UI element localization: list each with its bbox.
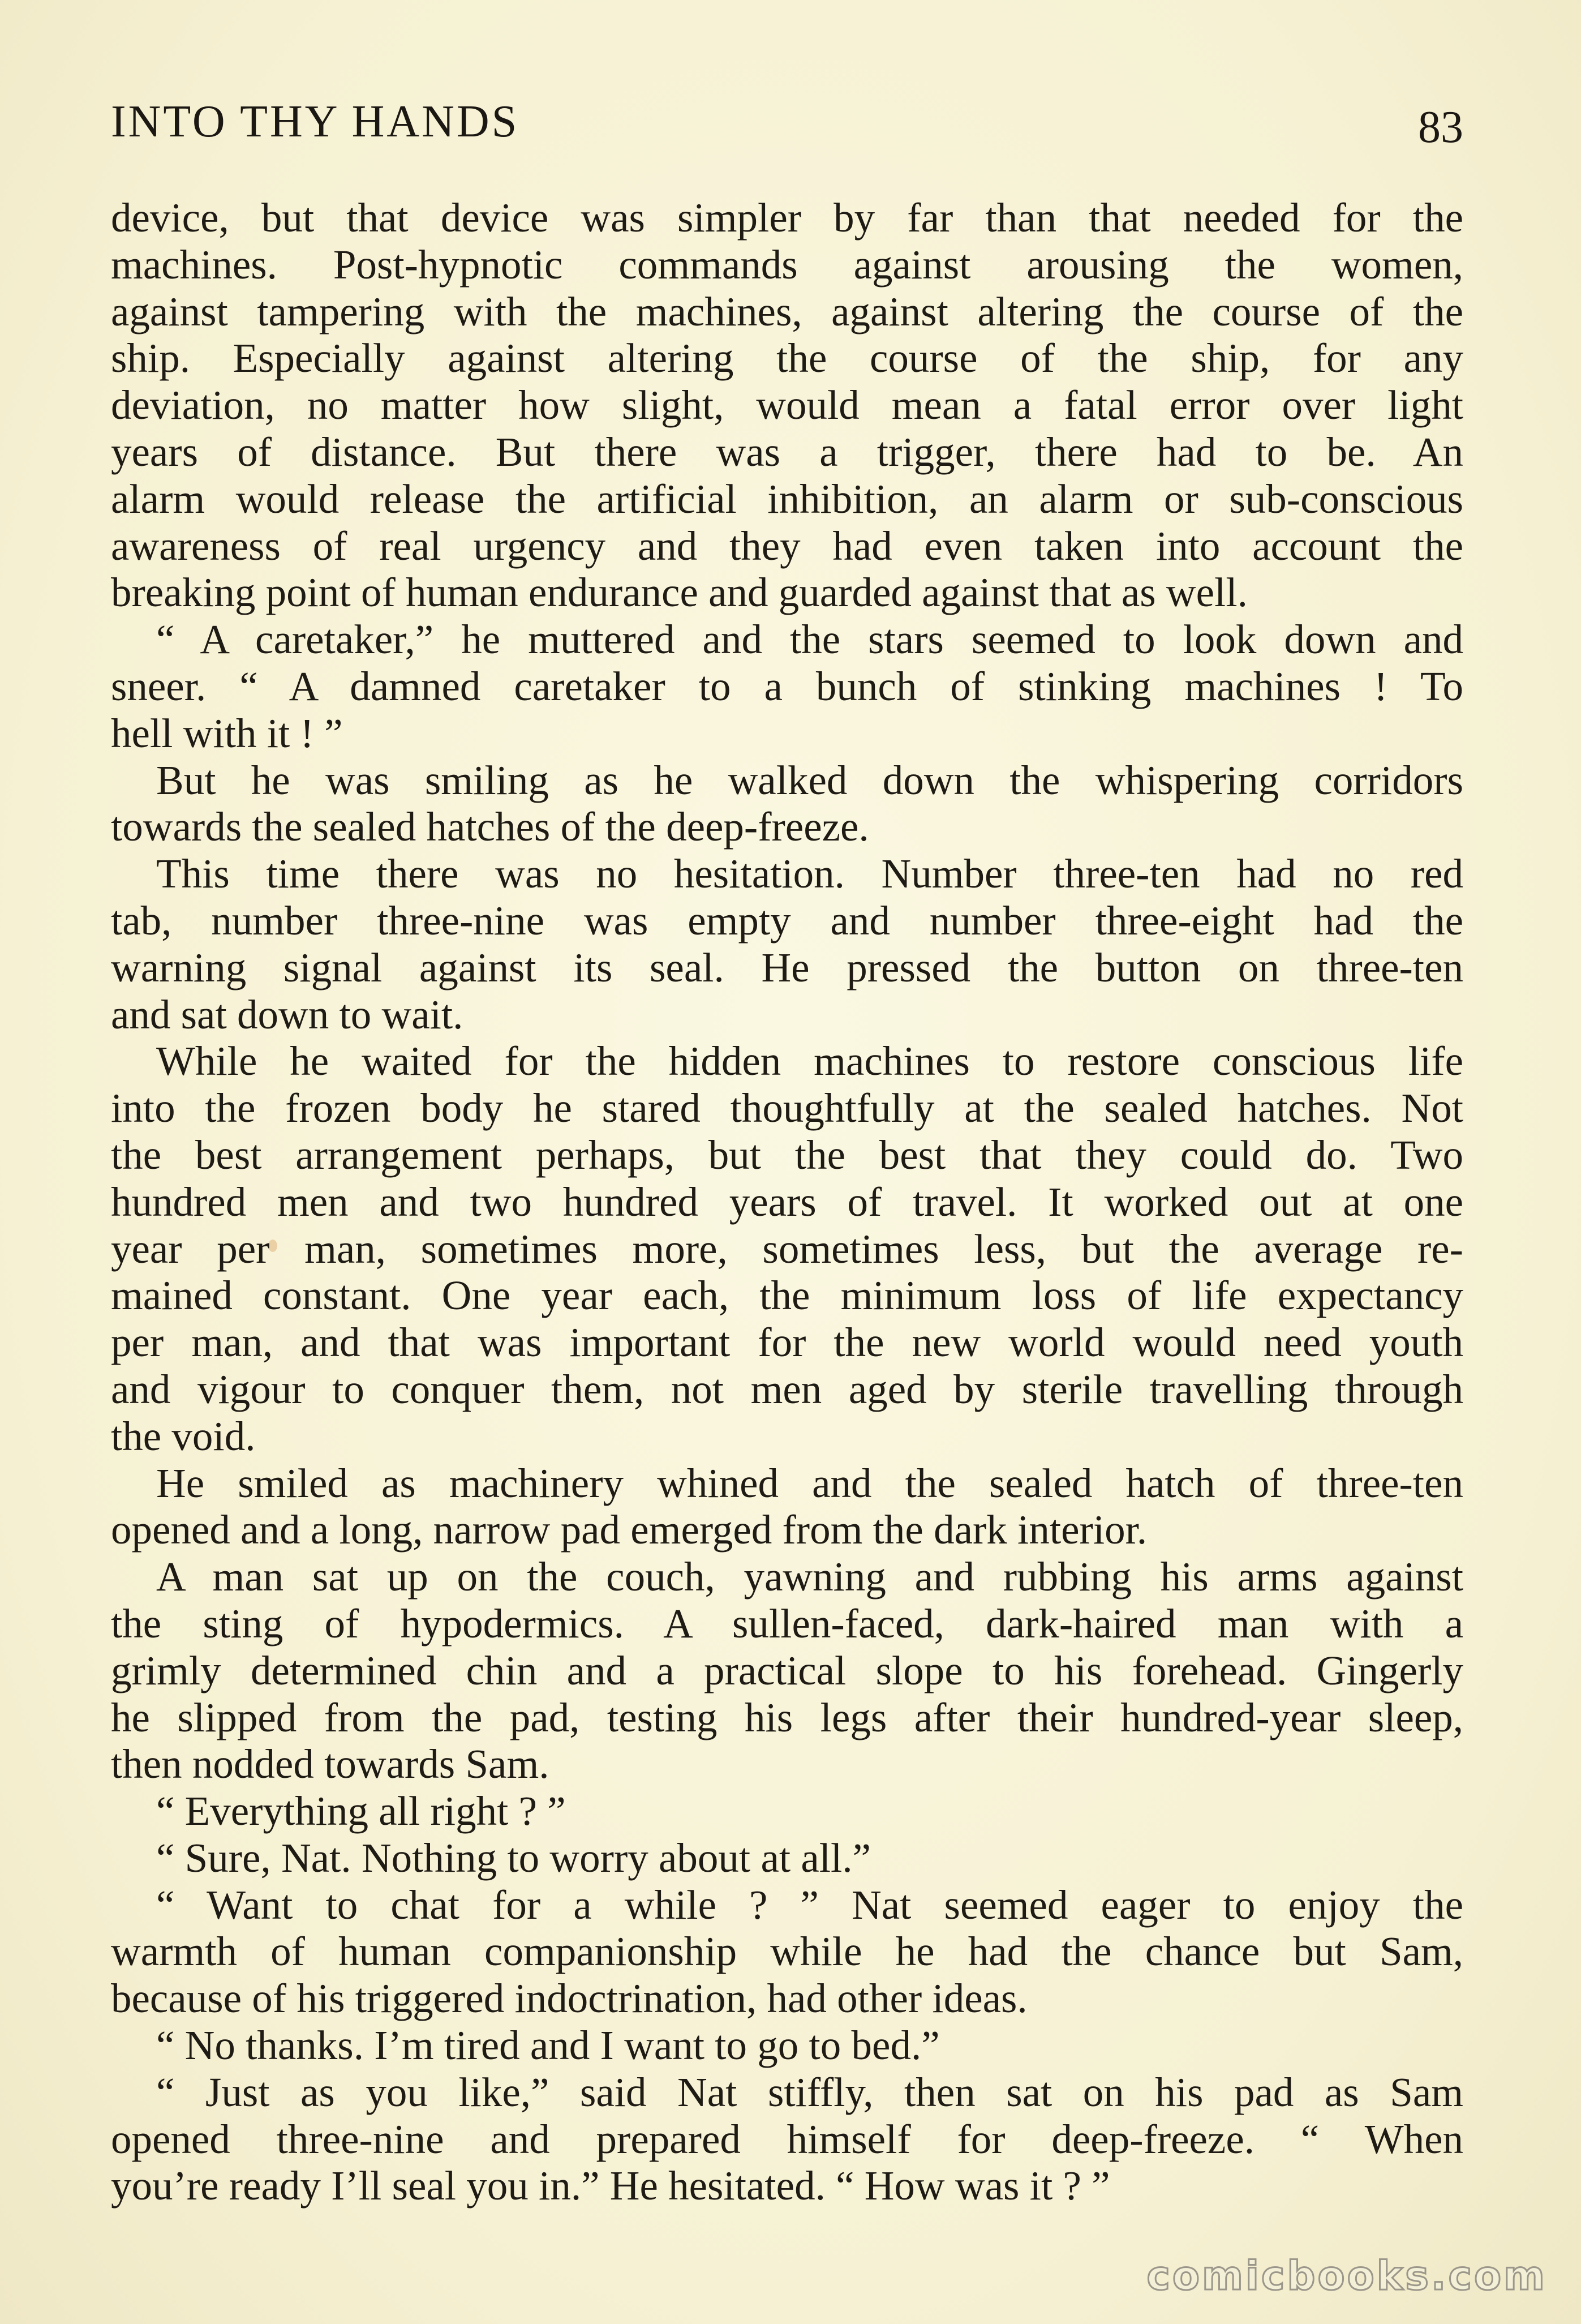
- text-line: alarm would release the artificial inhibition, an alarm or sub-conscious: [111, 475, 1463, 522]
- text-line: He smiled as machinery whined and the sealed hatch of three-ten: [156, 1460, 1463, 1506]
- text-line: “ Just as you like,” said Nat stiffly, then sat on his pad as Sam: [156, 2069, 1463, 2115]
- page-number: 83: [1418, 102, 1463, 152]
- text-line: and sat down to wait.: [111, 991, 463, 1037]
- text-line: mained constant. One year each, the minimum loss of life expectancy: [111, 1272, 1463, 1319]
- text-line: the best arrangement perhaps, but the best that they could do. Two: [111, 1131, 1463, 1178]
- text-line: and vigour to conquer them, not men aged by sterile travelling through: [111, 1366, 1463, 1412]
- text-line: towards the sealed hatches of the deep-freeze.: [111, 804, 869, 850]
- text-line: “ Sure, Nat. Nothing to worry about at all.”: [156, 1834, 871, 1881]
- text-line: opened three-nine and prepared himself for deep-freeze. “ When: [111, 2116, 1463, 2162]
- body-text: [111, 195, 1463, 2210]
- text-line: deviation, no matter how slight, would mean a fatal error over light: [111, 382, 1463, 428]
- running-title: INTO THY HANDS: [111, 97, 519, 147]
- page-header: [111, 96, 1463, 158]
- text-line: into the frozen body he stared thoughtfully at the sealed hatches. Not: [111, 1085, 1463, 1131]
- text-line: the void.: [111, 1413, 256, 1459]
- text-line: But he was smiling as he walked down the whispering corridors: [156, 757, 1463, 803]
- text-line: because of his triggered indoctrination, had other ideas.: [111, 1975, 1028, 2022]
- text-line: hell with it ! ”: [111, 710, 343, 756]
- text-line: “ Want to chat for a while ? ” Nat seemed eager to enjoy the: [156, 1881, 1463, 1928]
- text-line: you’re ready I’ll seal you in.” He hesitated. “ How was it ? ”: [111, 2163, 1110, 2209]
- watermark: comicbooks.com: [1146, 2253, 1547, 2299]
- text-line: warmth of human companionship while he had the chance but Sam,: [111, 1928, 1463, 1975]
- text-line: years of distance. But there was a trigger, there had to be. An: [111, 428, 1463, 475]
- text-line: machines. Post-hypnotic commands against arousing the women,: [111, 241, 1463, 288]
- text-line: “ No thanks. I’m tired and I want to go to bed.”: [156, 2022, 940, 2069]
- text-line: device, but that device was simpler by far than that needed for the: [111, 195, 1463, 241]
- text-line: “ Everything all right ? ”: [156, 1788, 566, 1834]
- text-line: While he waited for the hidden machines to restore conscious life: [156, 1038, 1463, 1084]
- text-line: the sting of hypodermics. A sullen-faced, dark-haired man with a: [111, 1600, 1463, 1646]
- text-line: year per man, sometimes more, sometimes less, but the average re-: [111, 1225, 1463, 1272]
- text-line: breaking point of human endurance and guarded against that as well.: [111, 569, 1248, 616]
- text-line: This time there was no hesitation. Number three-ten had no red: [156, 851, 1463, 897]
- text-line: warning signal against its seal. He pressed the button on three-ten: [111, 944, 1463, 991]
- text-line: opened and a long, narrow pad emerged from the dark interior.: [111, 1507, 1148, 1553]
- text-line: he slipped from the pad, testing his legs after their hundred-year sleep,: [111, 1694, 1463, 1740]
- text-line: awareness of real urgency and they had even taken into account the: [111, 522, 1463, 569]
- text-line: A man sat up on the couch, yawning and rubbing his arms against: [156, 1554, 1463, 1600]
- text-line: ship. Especially against altering the course of the ship, for any: [111, 335, 1463, 381]
- text-line: against tampering with the machines, against altering the course of the: [111, 288, 1463, 335]
- text-line: “ A caretaker,” he muttered and the stars seemed to look down and: [156, 616, 1463, 663]
- text-line: per man, and that was important for the new world would need youth: [111, 1319, 1463, 1366]
- text-line: grimly determined chin and a practical slope to his forehead. Gingerly: [111, 1647, 1463, 1693]
- text-line: sneer. “ A damned caretaker to a bunch of stinking machines ! To: [111, 663, 1463, 709]
- text-line: then nodded towards Sam.: [111, 1741, 549, 1787]
- text-line: tab, number three-nine was empty and number three-eight had the: [111, 897, 1463, 944]
- text-line: hundred men and two hundred years of travel. It worked out at one: [111, 1178, 1463, 1225]
